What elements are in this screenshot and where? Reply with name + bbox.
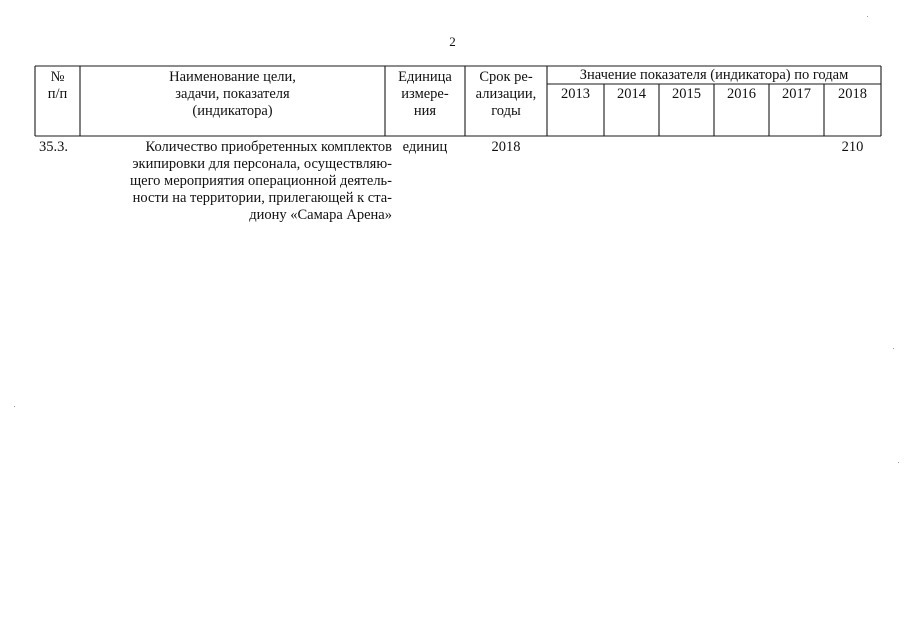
header-year: 2013 xyxy=(561,86,590,102)
row-name-line: Количество приобретенных комплектов xyxy=(145,139,392,155)
header-values-group: Значение показателя (индикатора) по годам xyxy=(579,67,849,83)
header-unit: Единица измере- ния xyxy=(398,69,452,119)
row-unit: единиц xyxy=(402,139,448,155)
header-year: 2015 xyxy=(672,86,701,102)
scan-speck xyxy=(14,406,15,407)
row-name-line: ности на территории, прилегающей к ста- xyxy=(132,190,392,206)
header-term: Срок ре- ализации, годы xyxy=(475,69,537,119)
page-number: 2 xyxy=(449,34,456,49)
row-name-line: щего мероприятия операционной деятель- xyxy=(130,173,392,189)
row-number: 35.3. xyxy=(39,139,68,155)
header-number: № п/п xyxy=(47,69,68,102)
scan-speck xyxy=(898,462,899,463)
header-year: 2018 xyxy=(838,86,867,102)
row-term: 2018 xyxy=(491,139,521,155)
scan-speck xyxy=(867,16,868,17)
header-year: 2014 xyxy=(617,86,646,102)
row-value-2018: 210 xyxy=(841,139,864,155)
row-name xyxy=(92,139,392,224)
header-year: 2016 xyxy=(727,86,756,102)
scan-speck xyxy=(893,348,894,349)
row-name-line: диону «Самара Арена» xyxy=(249,207,392,223)
row-name-line: экипировки для персонала, осуществляю- xyxy=(132,156,392,172)
header-name: Наименование цели, задачи, показателя (индикатора) xyxy=(169,69,296,119)
header-year: 2017 xyxy=(782,86,811,102)
